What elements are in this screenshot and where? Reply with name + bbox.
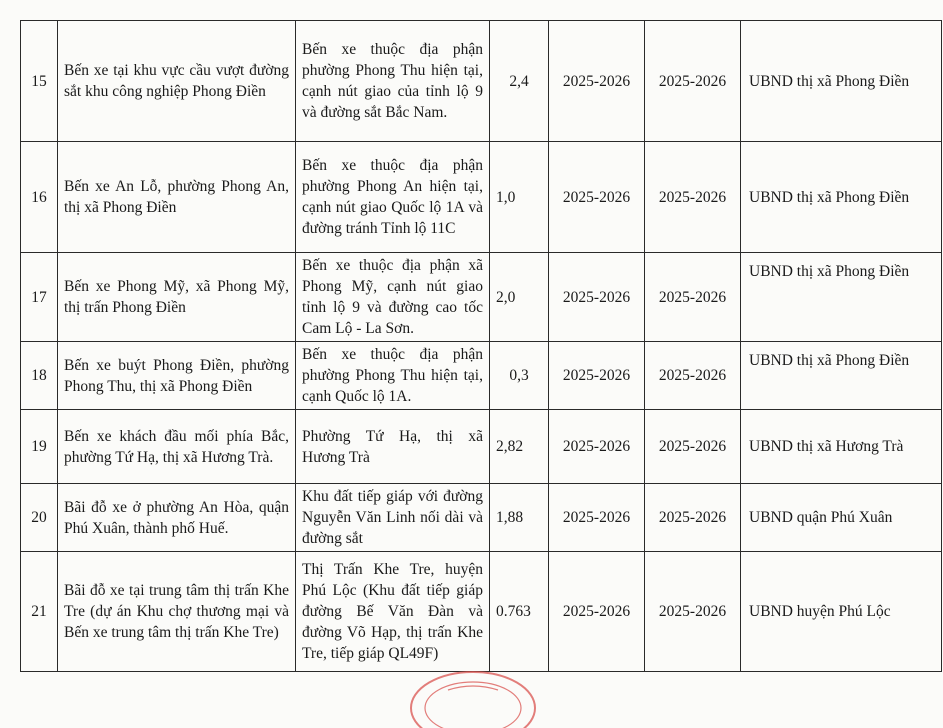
facility-area: 2,4	[490, 21, 549, 142]
official-seal	[408, 668, 538, 728]
period-start: 2025-2026	[549, 484, 645, 552]
row-number: 15	[21, 21, 58, 142]
period-start: 2025-2026	[549, 21, 645, 142]
responsible-unit: UBND thị xã Phong Điền	[741, 142, 942, 253]
facility-location: Bến xe thuộc địa phận phường Phong An hiện tại, cạnh nút giao Quốc lộ 1A và đường tránh Tỉnh lộ 11C	[296, 142, 490, 253]
facility-location: Khu đất tiếp giáp với đường Nguyễn Văn Linh nối dài và đường sắt	[296, 484, 490, 552]
facility-name: Bến xe buýt Phong Điền, phường Phong Thu, thị xã Phong Điền	[58, 342, 296, 410]
facility-area: 0.763	[490, 552, 549, 672]
facility-area: 0,3	[490, 342, 549, 410]
period-end: 2025-2026	[645, 21, 741, 142]
responsible-unit: UBND thị xã Phong Điền	[741, 21, 942, 142]
period-end: 2025-2026	[645, 410, 741, 484]
period-start: 2025-2026	[549, 410, 645, 484]
facility-location: Thị Trấn Khe Tre, huyện Phú Lộc (Khu đất tiếp giáp đường Bế Văn Đàn và đường Võ Hạp, thị trấn Khe Tre, tiếp giáp QL49F)	[296, 552, 490, 672]
seal-mark	[448, 686, 498, 690]
row-number: 19	[21, 410, 58, 484]
facility-name: Bãi đỗ xe tại trung tâm thị trấn Khe Tre (dự án Khu chợ thương mại và Bến xe trung tâm thị trấn Khe Tre)	[58, 552, 296, 672]
period-end: 2025-2026	[645, 253, 741, 342]
facility-location: Bến xe thuộc địa phận xã Phong Mỹ, cạnh nút giao tỉnh lộ 9 và đường cao tốc Cam Lộ - La Sơn.	[296, 253, 490, 342]
seal-inner-ring	[425, 682, 521, 728]
period-end: 2025-2026	[645, 484, 741, 552]
table-row	[21, 21, 942, 142]
facility-name: Bến xe tại khu vực cầu vượt đường sắt khu công nghiệp Phong Điền	[58, 21, 296, 142]
facility-location: Bến xe thuộc địa phận phường Phong Thu hiện tại, cạnh Quốc lộ 1A.	[296, 342, 490, 410]
facility-area: 2,82	[490, 410, 549, 484]
row-number: 16	[21, 142, 58, 253]
period-end: 2025-2026	[645, 552, 741, 672]
row-number: 18	[21, 342, 58, 410]
facility-name: Bến xe Phong Mỹ, xã Phong Mỹ, thị trấn Phong Điền	[58, 253, 296, 342]
facility-name: Bãi đỗ xe ở phường An Hòa, quận Phú Xuân, thành phố Huế.	[58, 484, 296, 552]
project-table	[20, 20, 942, 672]
facility-name: Bến xe khách đầu mối phía Bắc, phường Tứ Hạ, thị xã Hương Trà.	[58, 410, 296, 484]
table-row	[21, 484, 942, 552]
responsible-unit: UBND quận Phú Xuân	[741, 484, 942, 552]
period-end: 2025-2026	[645, 342, 741, 410]
responsible-unit: UBND huyện Phú Lộc	[741, 552, 942, 672]
period-end: 2025-2026	[645, 142, 741, 253]
responsible-unit: UBND thị xã Hương Trà	[741, 410, 942, 484]
period-start: 2025-2026	[549, 552, 645, 672]
facility-area: 2,0	[490, 253, 549, 342]
row-number: 20	[21, 484, 58, 552]
responsible-unit: UBND thị xã Phong Điền	[741, 253, 942, 342]
row-number: 17	[21, 253, 58, 342]
facility-location: Bến xe thuộc địa phận phường Phong Thu hiện tại, cạnh nút giao của tỉnh lộ 9 và đường sắt Bắc Nam.	[296, 21, 490, 142]
facility-location: Phường Tứ Hạ, thị xã Hương Trà	[296, 410, 490, 484]
table-row	[21, 410, 942, 484]
facility-area: 1,0	[490, 142, 549, 253]
table-row	[21, 142, 942, 253]
table-row	[21, 342, 942, 410]
facility-name: Bến xe An Lỗ, phường Phong An, thị xã Phong Điền	[58, 142, 296, 253]
table-row	[21, 552, 942, 672]
facility-area: 1,88	[490, 484, 549, 552]
responsible-unit: UBND thị xã Phong Điền	[741, 342, 942, 410]
period-start: 2025-2026	[549, 342, 645, 410]
row-number: 21	[21, 552, 58, 672]
table-row	[21, 253, 942, 342]
period-start: 2025-2026	[549, 142, 645, 253]
period-start: 2025-2026	[549, 253, 645, 342]
